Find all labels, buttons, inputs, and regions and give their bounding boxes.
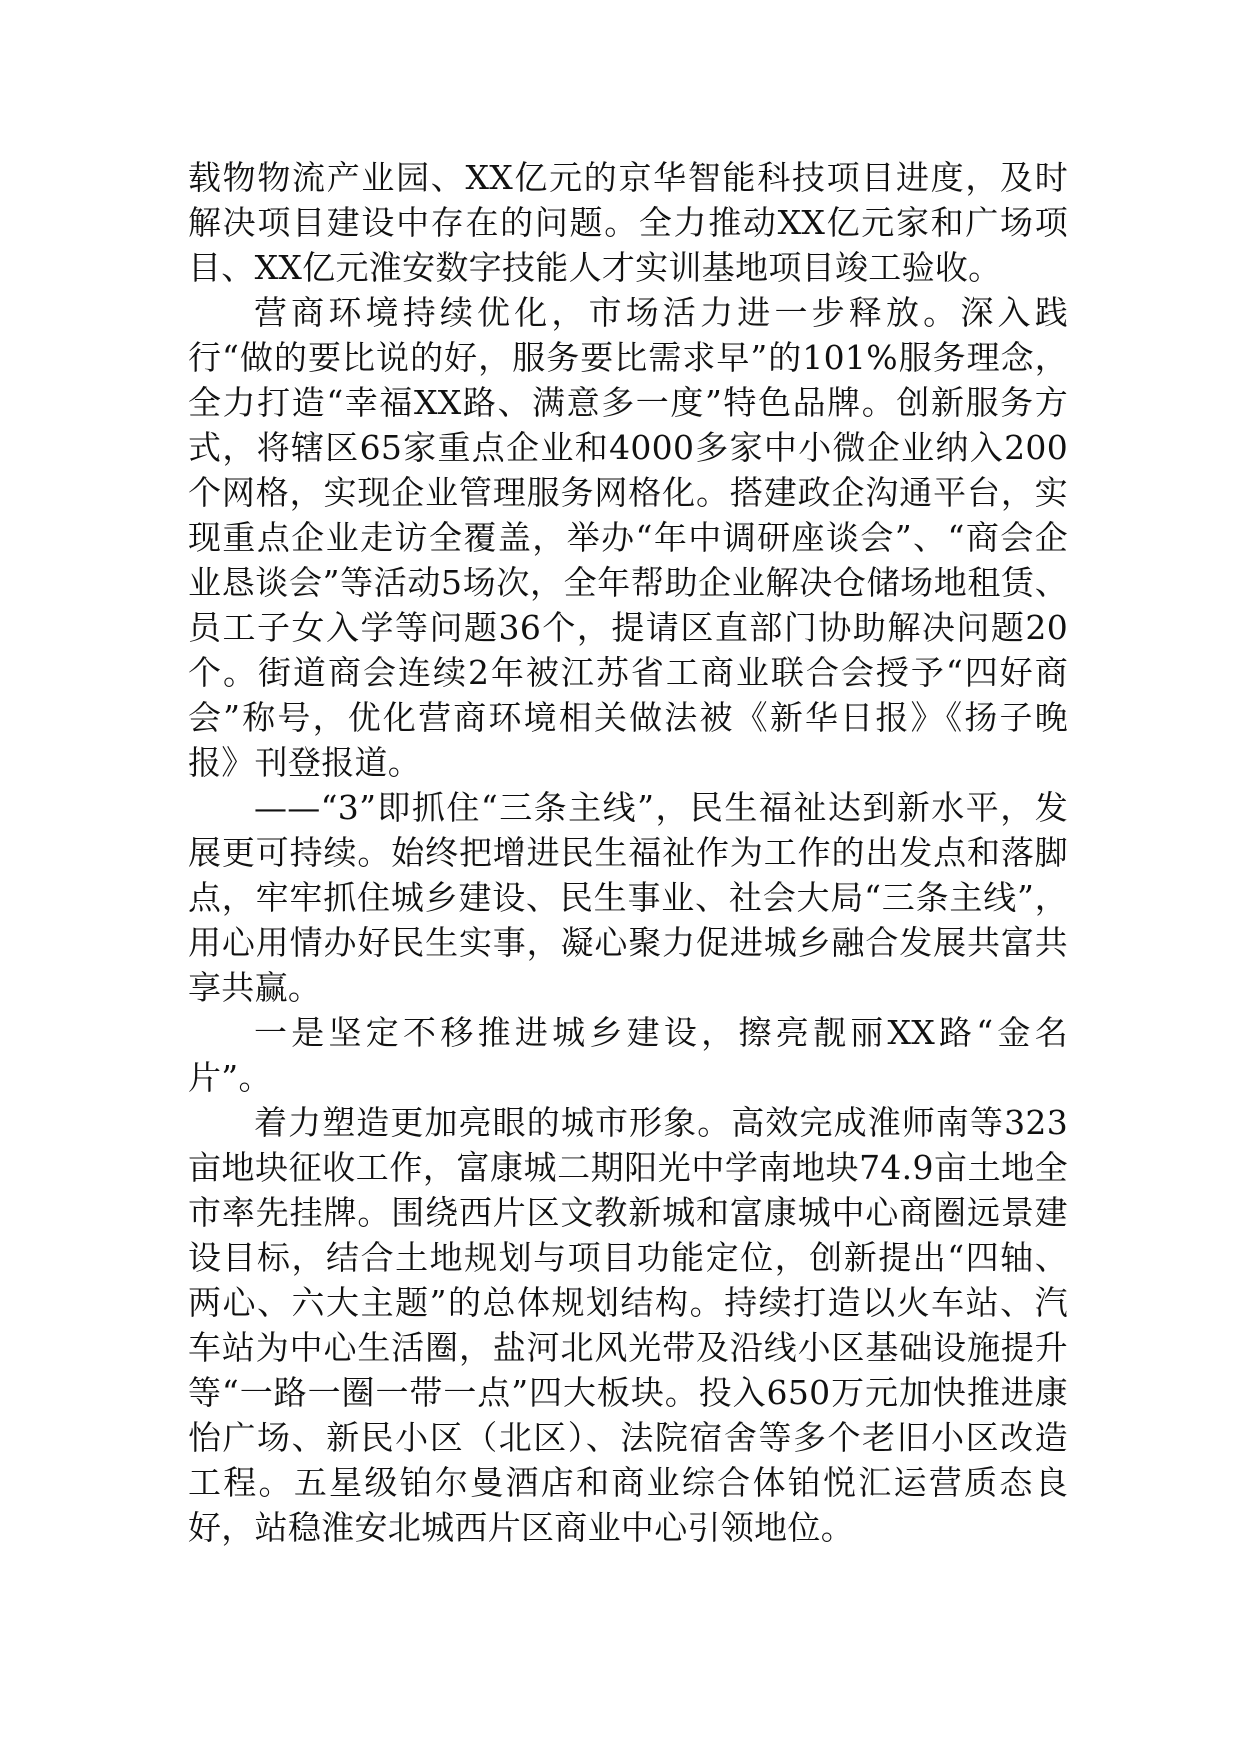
paragraph-three-main-lines: ——“3”即抓住“三条主线”，民生福祉达到新水平，发展更可持续。始终把增进民生福祉作为工作的出发点和落脚点，牢牢抓住城乡建设、民生事业、社会大局“三条主线”，用心用情办好民生实事，凝心聚力促进城乡融合发展共富共享共赢。: [188, 788, 1068, 1007]
document-body: [188, 155, 1068, 1550]
paragraph-city-image: 着力塑造更加亮眼的城市形象。高效完成淮师南等323亩地块征收工作，富康城二期阳光中学南地块74.9亩土地全市率先挂牌。围绕西片区文教新城和富康城中心商圈远景建设目标，结合土地规划与项目功能定位，创新提出“四轴、两心、六大主题”的总体规划结构。持续打造以火车站、汽车站为中心生活圈，盐河北风光带及沿线小区基础设施提升等“一路一圈一带一点”四大板块。投入650万元加快推进康怡广场、新民小区（北区）、法院宿舍等多个老旧小区改造工程。五星级铂尔曼酒店和商业综合体铂悦汇运营质态良好，站稳淮安北城西片区商业中心引领地位。: [188, 1103, 1068, 1547]
paragraph-project-progress: 载物物流产业园、XX亿元的京华智能科技项目进度，及时解决项目建设中存在的问题。全力推动XX亿元家和广场项目、XX亿元淮安数字技能人才实训基地项目竣工验收。: [188, 158, 1068, 287]
paragraph-business-environment: 营商环境持续优化，市场活力进一步释放。深入践行“做的要比说的好，服务要比需求早”的101%服务理念，全力打造“幸福XX路、满意多一度”特色品牌。创新服务方式，将辖区65家重点企业和4000多家中小微企业纳入200个网格，实现企业管理服务网格化。搭建政企沟通平台，实现重点企业走访全覆盖，举办“年中调研座谈会”、“商会企业恳谈会”等活动5场次，全年帮助企业解决仓储场地租赁、员工子女入学等问题36个，提请区直部门协助解决问题20个。街道商会连续2年被江苏省工商业联合会授予“四好商会”称号，优化营商环境相关做法被《新华日报》《扬子晚报》刊登报道。: [188, 293, 1068, 782]
paragraph-urban-rural-construction: 一是坚定不移推进城乡建设，擦亮靓丽XX路“金名片”。: [188, 1013, 1068, 1097]
